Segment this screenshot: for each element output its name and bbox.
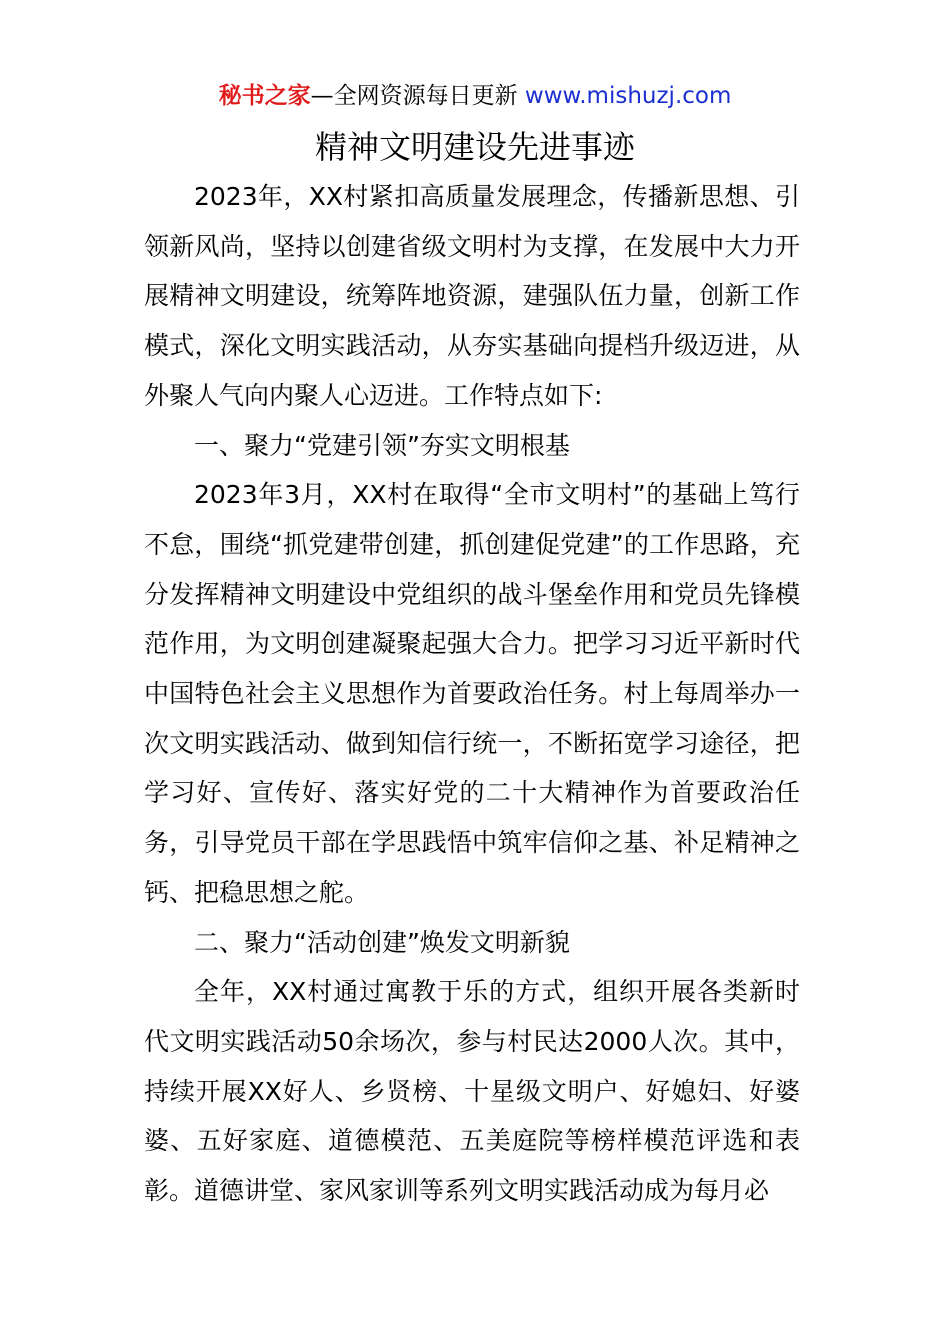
section-1-paragraph: 2023年3月，XX村在取得“全市文明村”的基础上笃行不怠，围绕“抓党建带创建，抓创建促党建”的工作思路，充分发挥精神文明建设中党组织的战斗堡垒作用和党员先锋模范作用，为文明创建凝聚起强大合力。把学习习近平新时代中国特色社会主义思想作为首要政治任务。村上每周举办一次文明实践活动、做到知信行统一，不断拓宽学习途径，把学习好、宣传好、落实好党的二十大精神作为首要政治任务，引导党员干部在学思践悟中筑牢信仰之基、补足精神之钙、把稳思想之舵。 <box>144 480 800 907</box>
site-header <box>0 78 950 114</box>
intro-paragraph: 2023年，XX村紧扣高质量发展理念，传播新思想、引领新风尚，坚持以创建省级文明村为支撑，在发展中大力开展精神文明建设，统筹阵地资源，建强队伍力量，创新工作模式，深化文明实践活动，从夯实基础向提档升级迈进，从外聚人气向内聚人心迈进。工作特点如下: <box>144 182 800 410</box>
header-tagline: —全网资源每日更新 <box>310 83 525 109</box>
brand-name: 秘书之家 <box>218 83 311 109</box>
site-url-link[interactable]: www.mishuzj.com <box>524 83 732 109</box>
section-heading-1: 一、聚力“党建引领”夯实文明根基 <box>194 430 570 460</box>
section-heading-2: 二、聚力“活动创建”焕发文明新貌 <box>194 927 570 957</box>
section-2-paragraph: 全年，XX村通过寓教于乐的方式，组织开展各类新时代文明实践活动50余场次，参与村民达2000人次。其中，持续开展XX好人、乡贤榜、十星级文明户、好媳妇、好婆婆、五好家庭、道德模范、五美庭院等榜样模范评选和表彰。道德讲堂、家风家训等系列文明实践活动成为每月必 <box>144 977 800 1206</box>
document-title: 精神文明建设先进事迹 <box>314 128 635 166</box>
document-body <box>144 172 800 1216</box>
